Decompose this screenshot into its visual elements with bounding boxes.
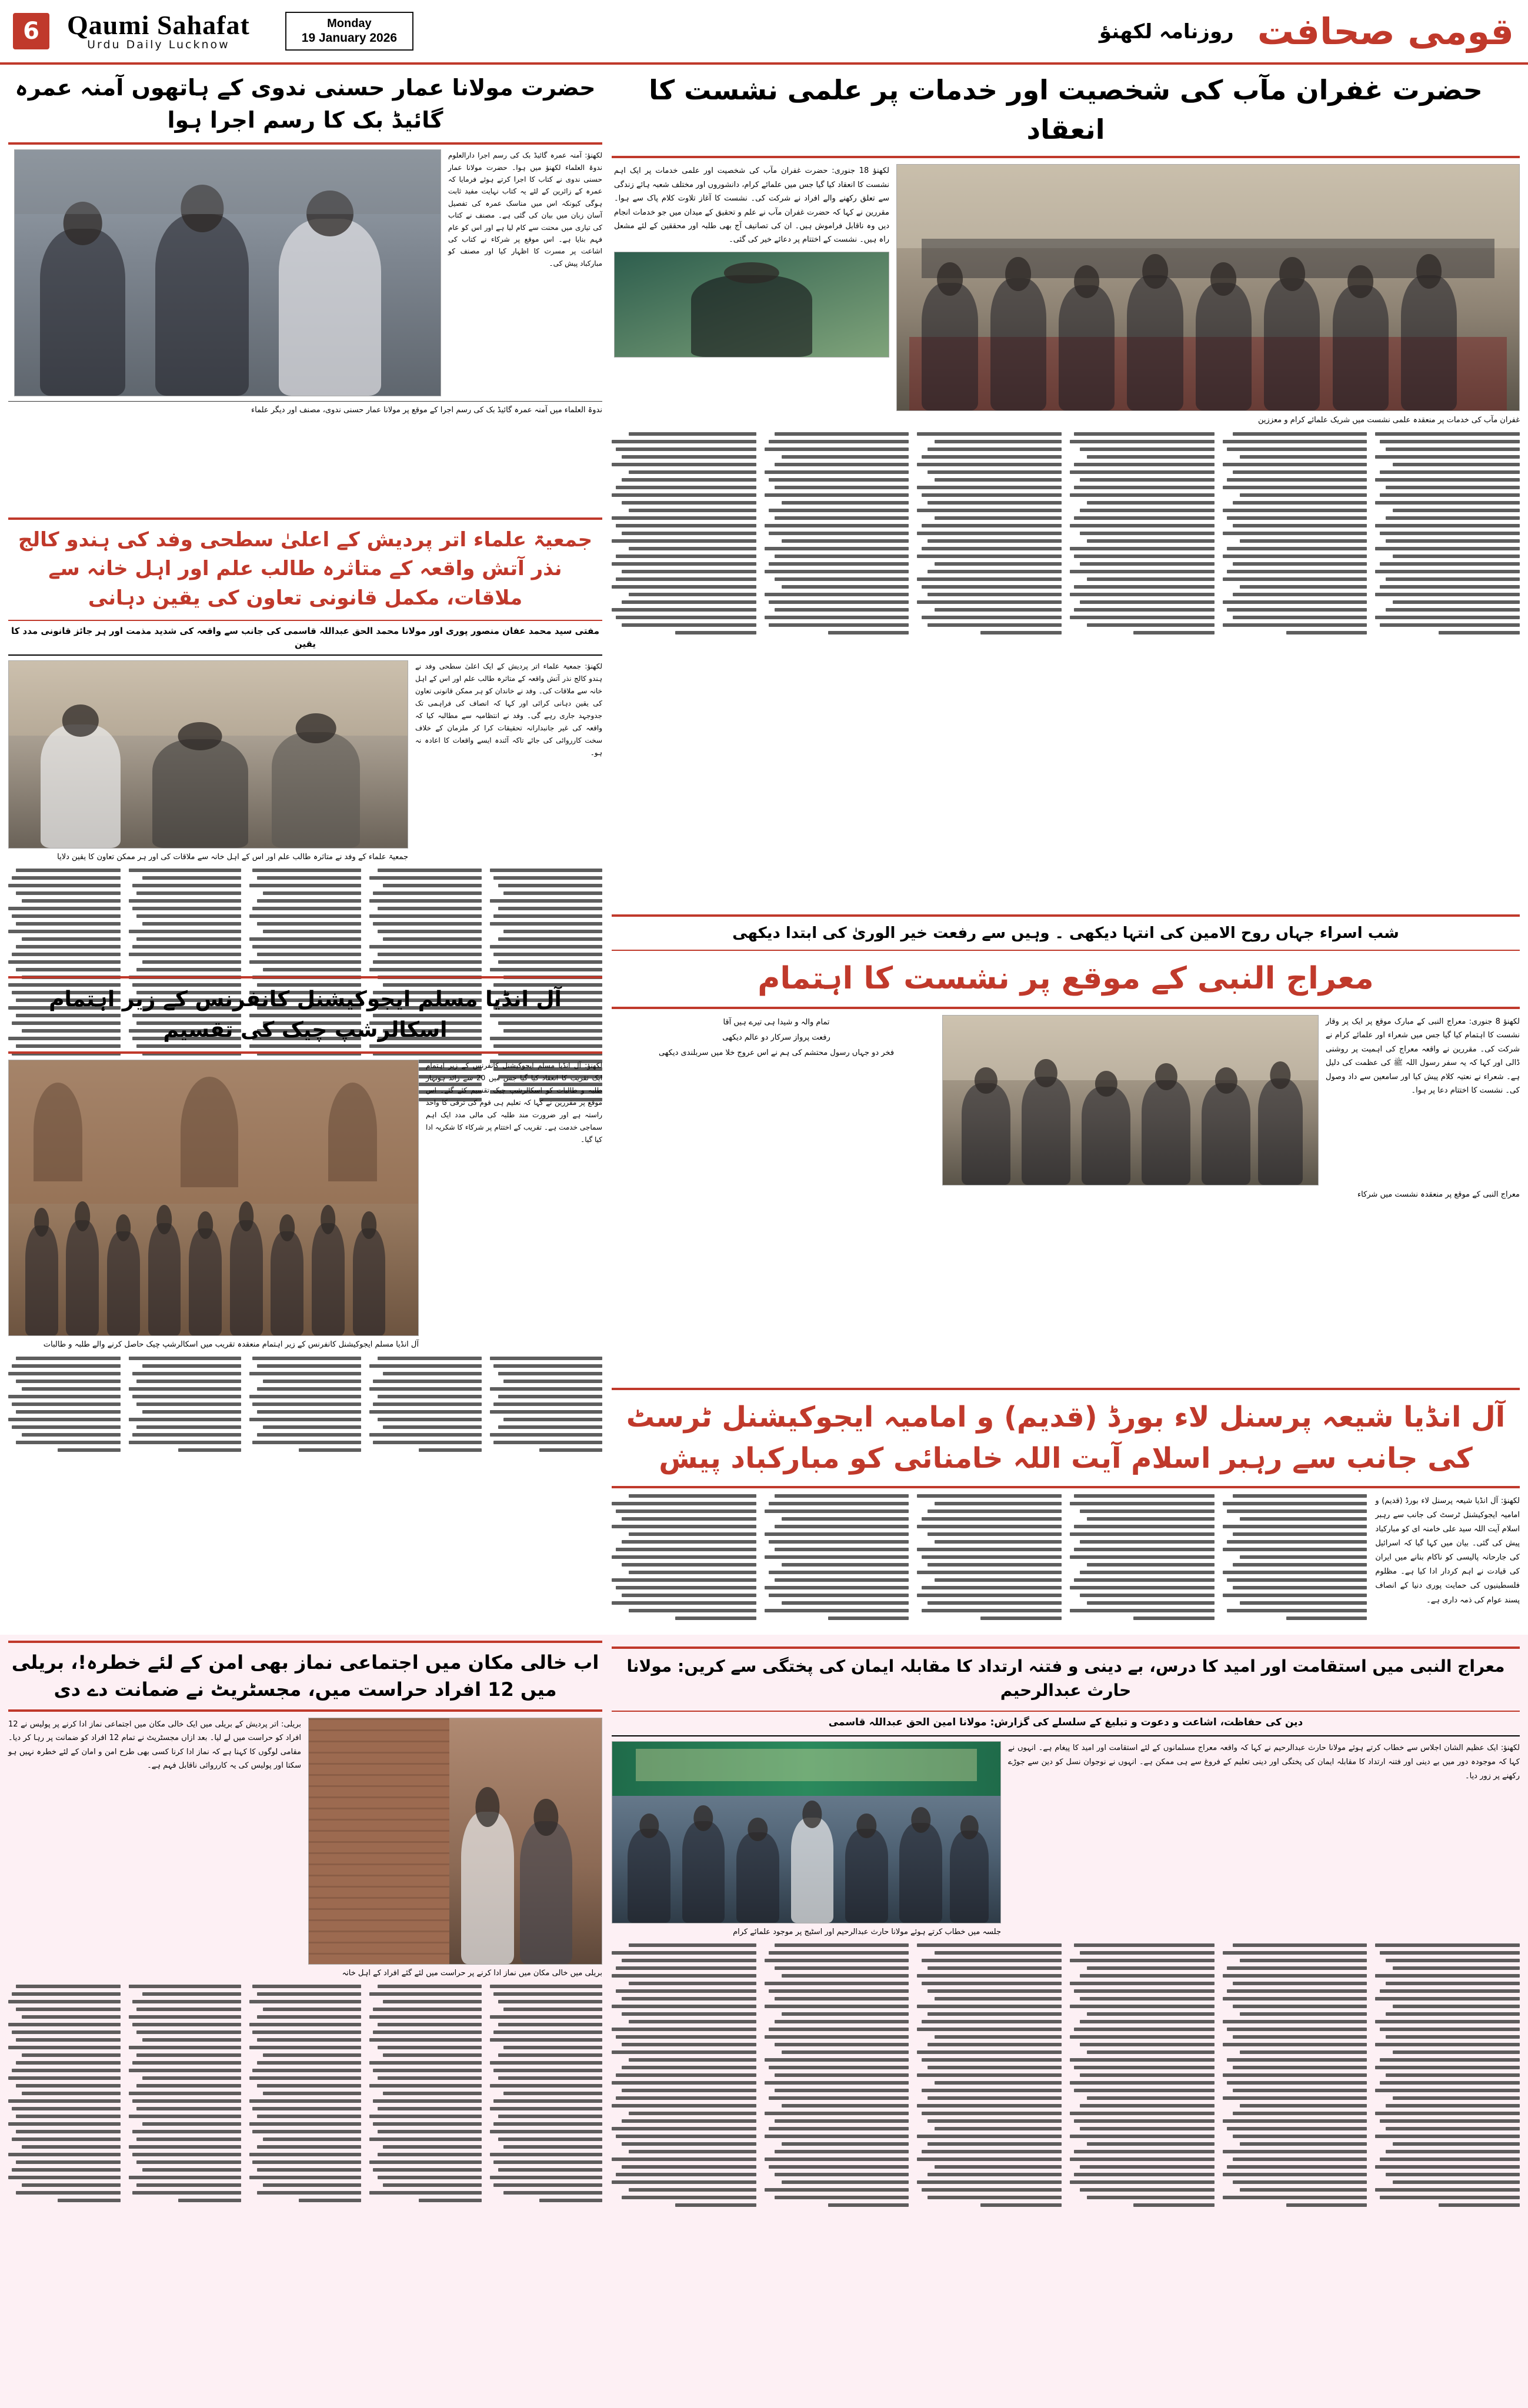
article-columns [612, 1494, 1520, 1624]
article-body: بریلی: اتر پردیش کے بریلی میں ایک خالی مکان میں اجتماعی نماز ادا کرنے پر پولیس نے 12 افراد کو حراست میں لے لیا۔ بعد ازاں مجسٹریٹ نے تمام 12 افراد کو ضمانت پر رہا کر دیا۔ مقامی لوگوں کا کہنا ہے کہ نماز ادا کرنا کسی بھی طرح امن و امان کے لئے خطرہ نہیں ہو سکتا اور پولیس کی یہ کارروائی ناقابل فہم ہے۔ [8, 1719, 301, 1770]
article-columns [612, 1943, 1520, 2211]
headline: حضرت غفران مآب کی شخصیت اور خدمات پر علمی نشست کا انعقاد [649, 74, 1483, 145]
text-column [129, 1985, 241, 2206]
article-columns [8, 1985, 602, 2206]
article-photo [14, 149, 441, 396]
article-all-india-muslim-educational [8, 976, 602, 1456]
article-shab-e-meraj [612, 914, 1520, 1201]
divider [8, 1709, 602, 1712]
photo-caption: آل انڈیا مسلم ایجوکیشنل کانفرنس کے زیر اہتمام منعقدہ تقریب میں اسکالرشپ چیک حاصل کرنے والے طلبہ و طالبات [43, 1340, 419, 1350]
article-photo [896, 164, 1520, 411]
headline: آل انڈیا مسلم ایجوکیشنل کانفرنس کے زیر اہتمام اسکالرشپ چیک کی تقسیم [49, 987, 562, 1043]
article-body: لکھنؤ 8 جنوری: معراج النبی کے مبارک موقع پر ایک پر وقار نشست کا اہتمام کیا گیا جس میں شعراء اور علمائے کرام نے شرکت کی۔ مقررین نے واقعہ معراج کی اہمیت پر روشنی ڈالی اور کہا کہ یہ سفر رسول اللہ ﷺ کی عظمت کی دلیل ہے۔ شعراء نے نعتیہ کلام پیش کیا اور سامعین سے داد وصول کی۔ نشست کا اختتام دعا پر ہوا۔ [1326, 1017, 1520, 1096]
page-number: 6 [13, 13, 49, 49]
article-umrah-guide-book [8, 69, 602, 416]
article-photo [612, 1741, 1001, 1923]
photo-caption: جمعیۃ علماء کے وفد نے متاثرہ طالب علم اور اس کے اہل خانہ سے ملاقات کی اور ہر ممکن تعاون کا یقین دلایا [57, 852, 408, 861]
headline: معراج النبی کے موقع پر نشست کا اہتمام [758, 960, 1374, 996]
text-column [765, 432, 909, 639]
text-column [917, 1494, 1062, 1624]
photo-caption: جلسہ میں خطاب کرتے ہوئے مولانا حارث عبدالرحیم اور اسٹیج پر موجود علمائے کرام [733, 1927, 1001, 1936]
text-column [612, 1494, 756, 1624]
divider [8, 620, 602, 621]
text-column [612, 432, 756, 639]
day-label: Monday [327, 17, 372, 31]
text-column [369, 1985, 482, 2206]
headline: معراج النبی میں استقامت اور امید کا درس، بے دینی و فتنہ ارتداد کا مقابلہ ایمان کی پختگی سے کریں: مولانا حارث عبدالرحیم [626, 1656, 1505, 1700]
photo-caption: معراج النبی کے موقع پر منعقدہ نشست میں شرکاء [1357, 1190, 1520, 1200]
text-column [490, 1357, 602, 1456]
article-portrait-photo [614, 252, 889, 358]
text-column [8, 1985, 121, 2206]
poetry-line: رفعت پرواز سرکار دو عالم دیکھی [722, 1033, 830, 1043]
divider [612, 1735, 1520, 1736]
article-photo [308, 1718, 602, 1965]
divider [612, 950, 1520, 951]
english-subtitle: Urdu Daily Lucknow [87, 38, 230, 52]
kicker-headline: شب اسراء جہاں روح الامین کی انتہا دیکھی ۔ وہیں سے رفعت خیر الوریٰ کی ابتدا دیکھی [732, 924, 1399, 942]
article-body: لکھنؤ 18 جنوری: حضرت غفران مآب کی شخصیت اور علمی خدمات پر ایک اہم نشست کا انعقاد کیا گیا جس میں علمائے کرام، دانشوروں اور مختلف شعبہ ہائے زندگی سے تعلق رکھنے والے افراد نے شرکت کی۔ نشست کا آغاز تلاوت کلام پاک سے ہوا۔ مقررین نے کہا کہ حضرت غفران مآب نے علم و تحقیق کے میدان میں جو خدمات انجام دیں وہ ناقابل فراموش ہیں۔ ان کی تصانیف آج بھی طلبہ اور محققین کے لئے مشعل راہ ہیں۔ نشست کے اختتام پر دعائے خیر کی گئی۔ [614, 166, 890, 245]
article-photo [8, 660, 408, 849]
article-body: لکھنؤ: ایک عظیم الشان اجلاس سے خطاب کرتے ہوئے مولانا حارث عبدالرحیم نے کہا کہ واقعہ معراج مسلمانوں کے لئے استقامت اور امید کا پیغام ہے۔ انہوں نے کہا کہ موجودہ دور میں بے دینی اور فتنہ ارتداد کا مقابلہ ایمان کی پختگی اور دینی تعلیم کے فروغ سے ہی ممکن ہے۔ انہوں نے نوجوان نسل کو دین سے جوڑے رکھنے پر زور دیا۔ [1008, 1743, 1520, 1781]
english-masthead [67, 11, 250, 51]
text-column [1375, 1943, 1520, 2211]
text-column [129, 1357, 241, 1456]
date-label: 19 January 2026 [301, 31, 398, 45]
text-column [369, 1357, 482, 1456]
article-bareilly-namaz [8, 1641, 602, 2206]
date-box [285, 12, 413, 50]
subheadline: مفتی سید محمد عفان منصور پوری اور مولانا محمد الحق عبداللہ قاسمی کی جانب سے واقعہ کی شدید مذمت اور ہر جائز قانونی مدد کا یقین [11, 625, 600, 650]
text-column [1375, 432, 1520, 639]
poetry-line: تمام والہ و شیدا ہی تیرے ہیں آقا [723, 1018, 830, 1027]
photo-caption: غفران مآب کی خدمات پر منعقدہ علمی نشست میں شریک علمائے کرام و معززین [1258, 416, 1520, 425]
text-column [612, 1943, 756, 2211]
text-column [1070, 1943, 1215, 2211]
article-columns [8, 1357, 602, 1456]
subheadline: دین کی حفاظت، اشاعت و دعوت و تبلیغ کے سلسلے کی گزارش: مولانا امین الحق عبداللہ قاسمی [828, 1716, 1303, 1729]
divider [612, 1486, 1520, 1488]
divider [612, 1388, 1520, 1390]
divider [8, 1051, 602, 1054]
article-body: لکھنؤ: آل انڈیا مسلم ایجوکیشنل کانفرنس کے زیر اہتمام ایک تقریب کا انعقاد کیا گیا جس میں 20 سے زائد ہونہار طلبہ و طالبات کو اسکالرشپ چیک تقسیم کئے گئے۔ اس موقع پر مقررین نے کہا کہ تعلیم ہی قوم کی ترقی کا واحد راستہ ہے اور ضرورت مند طلبہ کی مالی مدد ایک اہم سماجی خدمت ہے۔ تقریب کے اختتام پر شرکاء کا شکریہ ادا کیا گیا۔ [426, 1061, 602, 1144]
headline: آل انڈیا شیعہ پرسنل لاء بورڈ (قدیم) و امامیہ ایجوکیشنل ٹرسٹ کی جانب سے رہبر اسلام آیت اللہ خامنائی کو مبارکباد پیش [626, 1401, 1506, 1475]
text-column [917, 1943, 1062, 2211]
divider [8, 1641, 602, 1643]
divider [612, 156, 1520, 158]
text-column [1070, 1494, 1215, 1624]
photo-caption: بریلی میں خالی مکان میں نماز ادا کرنے پر حراست میں لئے گئے افراد کے اہل خانہ [342, 1968, 602, 1978]
text-column [765, 1494, 909, 1624]
headline: جمعیۃ علماء اتر پردیش کے اعلیٰ سطحی وفد کی ہندو کالج نذر آتش واقعہ کے متاثرہ طالب علم اور اہل خانہ سے ملاقات، مکمل قانونی تعاون کی یقین دہانی [18, 528, 593, 610]
text-column [490, 1985, 602, 2206]
text-column [1223, 1943, 1367, 2211]
headline: حضرت مولانا عمار حسنی ندوی کے ہاتھوں آمنہ عمرہ گائیڈ بک کا رسم اجرا ہوا [15, 75, 596, 133]
divider [8, 654, 602, 656]
text-column [1223, 432, 1367, 639]
divider [612, 914, 1520, 917]
article-body: لکھنؤ: آل انڈیا شیعہ پرسنل لاء بورڈ (قدیم) و امامیہ ایجوکیشنل ٹرسٹ کی جانب سے رہبر اسلام آیت اللہ سید علی خامنہ ای کو مبارکباد پیش کی گئی۔ بیان میں کہا گیا کہ اسرائیل کی جارحانہ پالیسی کو ناکام بنانے میں ایران کی قیادت نے اہم کردار ادا کیا ہے۔ مظلوم فلسطینیوں کی حمایت پوری دنیا کے انصاف پسند عوام کی ذمہ داری ہے۔ [1375, 1497, 1520, 1605]
article-body: لکھنؤ: آمنہ عمرہ گائیڈ بک کی رسم اجرا دارالعلوم ندوۃ العلماء لکھنؤ میں ہوا۔ حضرت مولانا عمار حسنی ندوی نے کتاب کا اجرا کرتے ہوئے فرمایا کہ عمرہ کے زائرین کے لئے یہ کتاب نہایت مفید ثابت ہوگی کیونکہ اس میں مناسک عمرہ کی تفصیل آسان زبان میں بیان کی گئی ہے۔ مصنف نے کتاب کی تیاری میں محنت سے کام لیا ہے اور اس کو عام فہم بنایا ہے۔ اس موقع پر شرکاء نے کتاب کی اشاعت پر مسرت کا اظہار کیا اور مصنف کو مبارکباد پیش کی۔ [448, 151, 602, 268]
divider [612, 1711, 1520, 1712]
text-column [1223, 1494, 1367, 1624]
text-column [917, 432, 1062, 639]
article-photo [8, 1060, 419, 1336]
divider [8, 976, 602, 978]
article-shia-personal-law-board [612, 1388, 1520, 1624]
photo-caption: ندوۃ العلماء میں آمنہ عمرہ گائیڈ بک کی رسم اجرا کے موقع پر مولانا عمار حسنی ندوی، مصنف اور دیگر علماء [8, 401, 602, 416]
urdu-subtitle: روزنامہ لکھنؤ [1099, 19, 1234, 44]
article-photo [942, 1015, 1319, 1185]
text-column [249, 1985, 362, 2206]
article-body: لکھنؤ: جمعیۃ علماء اتر پردیش کے ایک اعلیٰ سطحی وفد نے ہندو کالج نذر آتش واقعہ کے متاثرہ طالب علم اور اس کے اہل خانہ سے ملاقات کی۔ وفد نے خاندان کو ہر ممکن قانونی تعاون کی یقین دہانی کرائی اور کہا کہ انصاف کی فراہمی تک جدوجہد جاری رہے گی۔ وفد نے انتظامیہ سے مطالبہ کیا کہ واقعہ کی غیر جانبدارانہ تحقیقات کرا کر ملزمان کے خلاف سخت کارروائی کی جائے تاکہ آئندہ ایسے واقعات کا اعادہ نہ ہو۔ [415, 662, 602, 757]
text-column [1070, 432, 1215, 639]
article-meraj-un-nabi-istiqamat [612, 1646, 1520, 2211]
text-block [1008, 1741, 1520, 1784]
english-title: Qaumi Sahafat [67, 9, 250, 40]
divider [612, 1646, 1520, 1649]
divider [612, 1007, 1520, 1009]
divider [8, 517, 602, 520]
divider [8, 142, 602, 145]
text-column [8, 1357, 121, 1456]
headline: اب خالی مکان میں اجتماعی نماز بھی امن کے لئے خطرہ!، بریلی میں 12 افراد حراست میں، مجسٹریٹ نے ضمانت دے دی [11, 1651, 599, 1701]
urdu-masthead-title: قومی صحافت [1257, 9, 1514, 53]
masthead [0, 0, 1528, 65]
article-hazrat-ghufran-mab [612, 69, 1520, 639]
article-columns [612, 432, 1520, 639]
text-column [249, 1357, 362, 1456]
article-body-text [448, 149, 602, 269]
text-column [765, 1943, 909, 2211]
poetry-line: فخر دو جہاں رسول محتشم کی ہم نے اس عروج خلا میں سربلندی دیکھی [658, 1048, 895, 1058]
poetry-column [618, 1015, 935, 1061]
